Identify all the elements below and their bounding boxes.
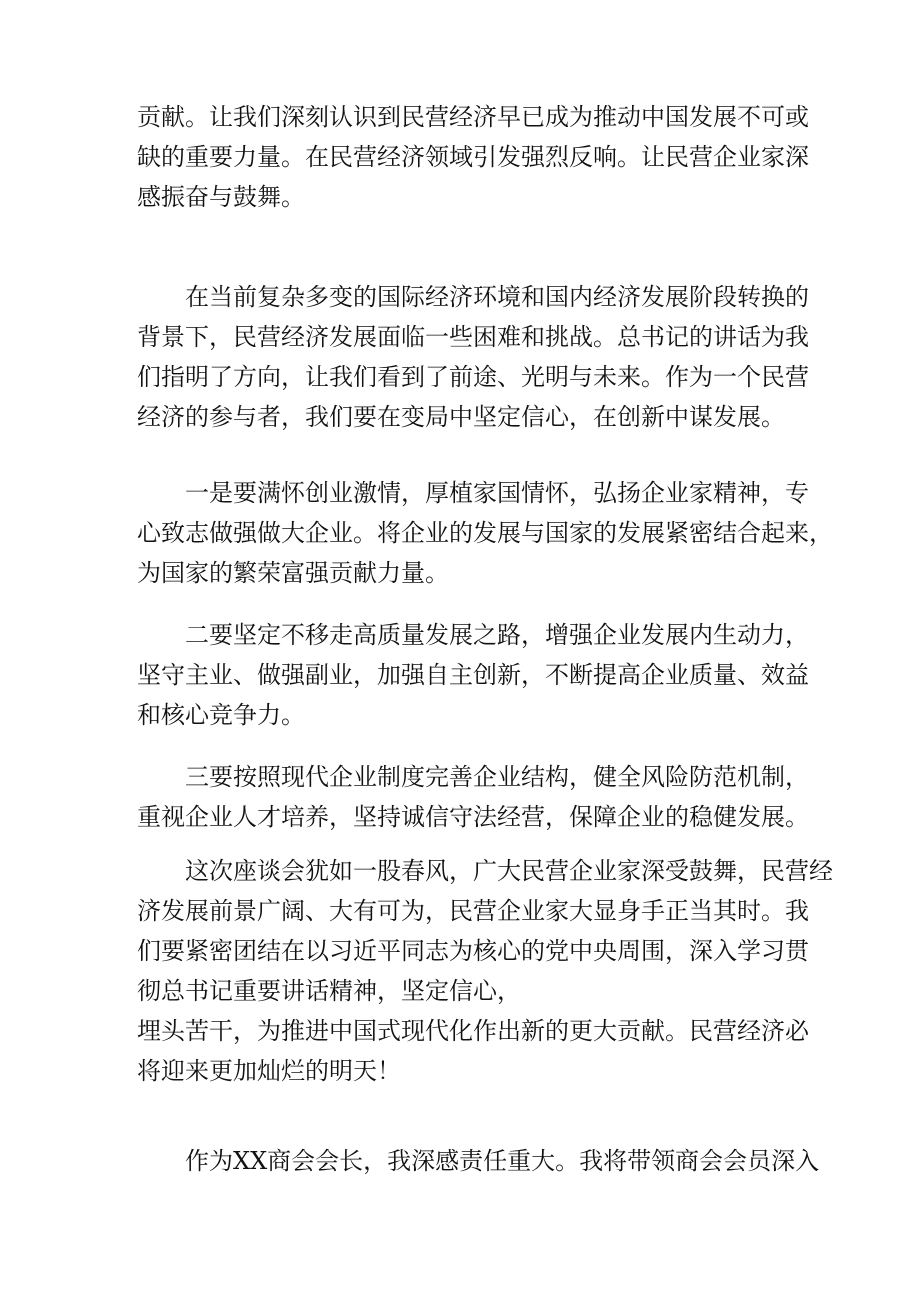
- paragraph-line: 为国家的繁荣富强贡献力量。: [137, 559, 449, 587]
- paragraph-line: 这次座谈会犹如一股春风，广大民营企业家深受鼓舞，民营经: [185, 857, 833, 885]
- paragraph-line: 们指明了方向，让我们看到了前途、光明与未来。作为一个民营: [137, 363, 809, 391]
- paragraph-line: 作为XX商会会长，我深感责任重大。我将带领商会会员深入: [185, 1147, 820, 1175]
- paragraph-point-two: [137, 615, 809, 735]
- paragraph-contribution: [137, 97, 809, 217]
- paragraph-line: 贡献。让我们深刻认识到民营经济早已成为推动中国发展不可或: [137, 103, 809, 131]
- paragraph-line: 重视企业人才培养，坚持诚信守法经营，保障企业的稳健发展。: [137, 803, 809, 831]
- paragraph-line: 在当前复杂多变的国际经济环境和国内经济发展阶段转换的: [185, 283, 809, 311]
- paragraph-line: 将迎来更加灿烂的明天！: [137, 1057, 401, 1085]
- paragraph-line: 济发展前景广阔、大有可为，民营企业家大显身手正当其时。我: [137, 897, 809, 925]
- paragraph-symposium: [137, 851, 833, 1091]
- paragraph-context: [137, 277, 809, 437]
- paragraph-point-one: [137, 473, 833, 593]
- paragraph-line: 缺的重要力量。在民营经济领域引发强烈反响。让民营企业家深: [137, 143, 809, 171]
- paragraph-line: 一是要满怀创业激情，厚植家国情怀，弘扬企业家精神，专: [185, 479, 809, 507]
- paragraph-line: 们要紧密团结在以习近平同志为核心的党中央周围，深入学习贯: [137, 937, 809, 965]
- paragraph-line: 经济的参与者，我们要在变局中坚定信心，在创新中谋发展。: [137, 403, 785, 431]
- paragraph-line: 感振奋与鼓舞。: [137, 183, 305, 211]
- paragraph-line: 背景下，民营经济发展面临一些困难和挑战。总书记的讲话为我: [137, 323, 809, 351]
- paragraph-line: 埋头苦干，为推进中国式现代化作出新的更大贡献。民营经济必: [137, 1017, 809, 1045]
- paragraph-line: 三要按照现代企业制度完善企业结构，健全风险防范机制，: [185, 763, 809, 791]
- paragraph-point-three: [137, 757, 809, 837]
- paragraph-line: 心致志做强做大企业。将企业的发展与国家的发展紧密结合起来，: [137, 519, 833, 547]
- paragraph-chamber-president: [137, 1141, 820, 1181]
- paragraph-line: 和核心竞争力。: [137, 701, 305, 729]
- paragraph-line: 彻总书记重要讲话精神，坚定信心，: [137, 977, 521, 1005]
- paragraph-line: 二要坚定不移走高质量发展之路，增强企业发展内生动力，: [185, 621, 809, 649]
- paragraph-line: 坚守主业、做强副业，加强自主创新，不断提高企业质量、效益: [137, 661, 809, 689]
